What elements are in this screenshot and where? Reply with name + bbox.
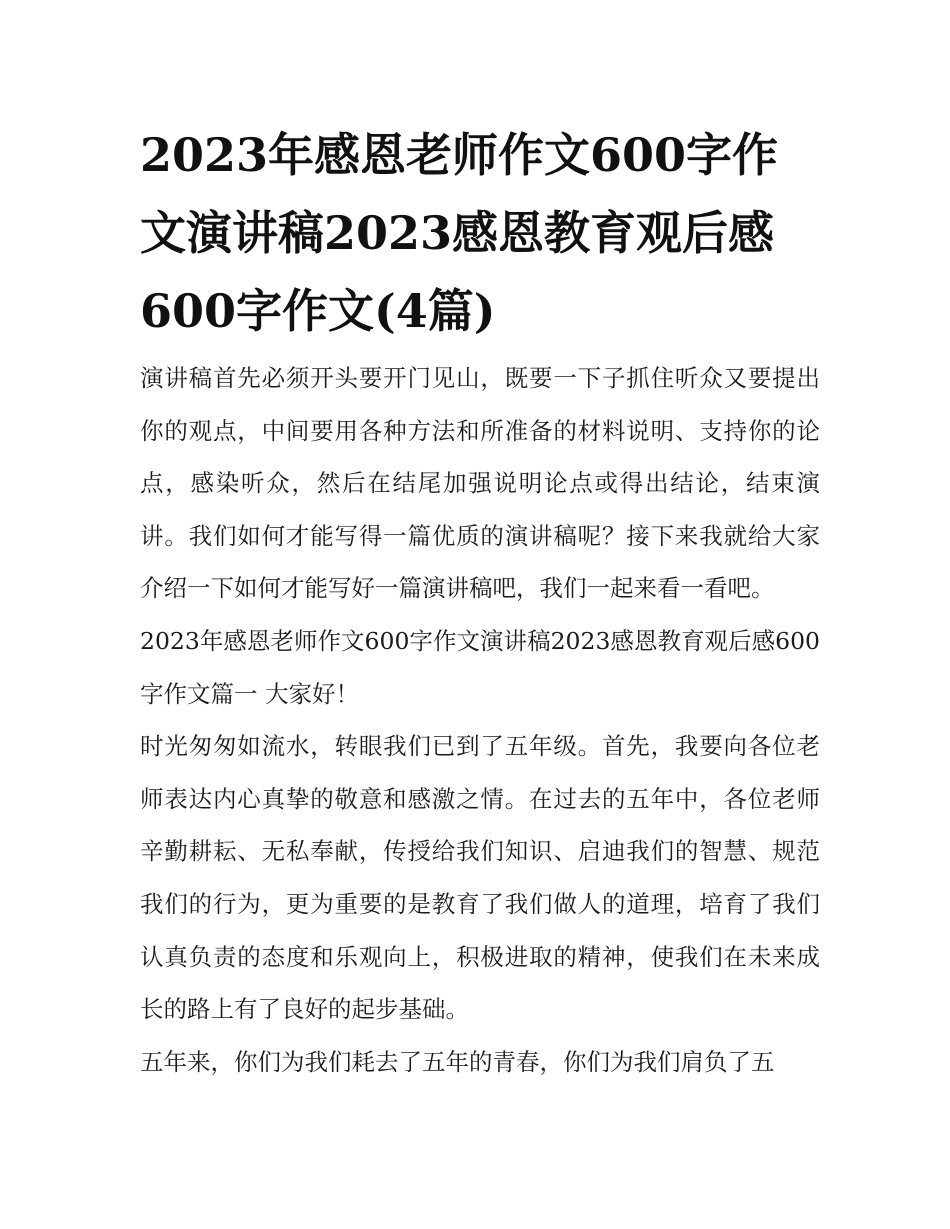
paragraph-heading-one: 2023年感恩老师作文600字作文演讲稿2023感恩教育观后感600字作文篇一 大家好！ xyxy=(140,626,820,708)
paragraph-thanks: 时光匆匆如流水，转眼我们已到了五年级。首先，我要向各位老师表达内心真挚的敬意和感激之情。在过去的五年中，各位老师辛勤耕耘、无私奉献，传授给我们知识、启迪我们的智慧、规范我们的行为，更为重要的是教育了我们做人的道理，培育了我们认真负责的态度和乐观向上，积极进取的精神，使我们在未来成长的路上有了良好的起步基础。 xyxy=(140,732,820,1024)
page-title: 2023年感恩老师作文600字作文演讲稿2023感恩教育观后感600字作文(4篇) xyxy=(140,128,779,338)
paragraph-five-years: 五年来，你们为我们耗去了五年的青春，你们为我们肩负了五 xyxy=(140,1047,775,1076)
paragraph-intro: 演讲稿首先必须开头要开门见山，既要一下子抓住听众又要提出你的观点，中间要用各种方法和所准备的材料说明、支持你的论点，感染听众，然后在结尾加强说明论点或得出结论，结束演讲。我们如何才能写得一篇优质的演讲稿呢？接下来我就给大家介绍一下如何才能写好一篇演讲稿吧，我们一起来看一看吧。 xyxy=(140,364,820,603)
document-body xyxy=(140,352,820,1088)
